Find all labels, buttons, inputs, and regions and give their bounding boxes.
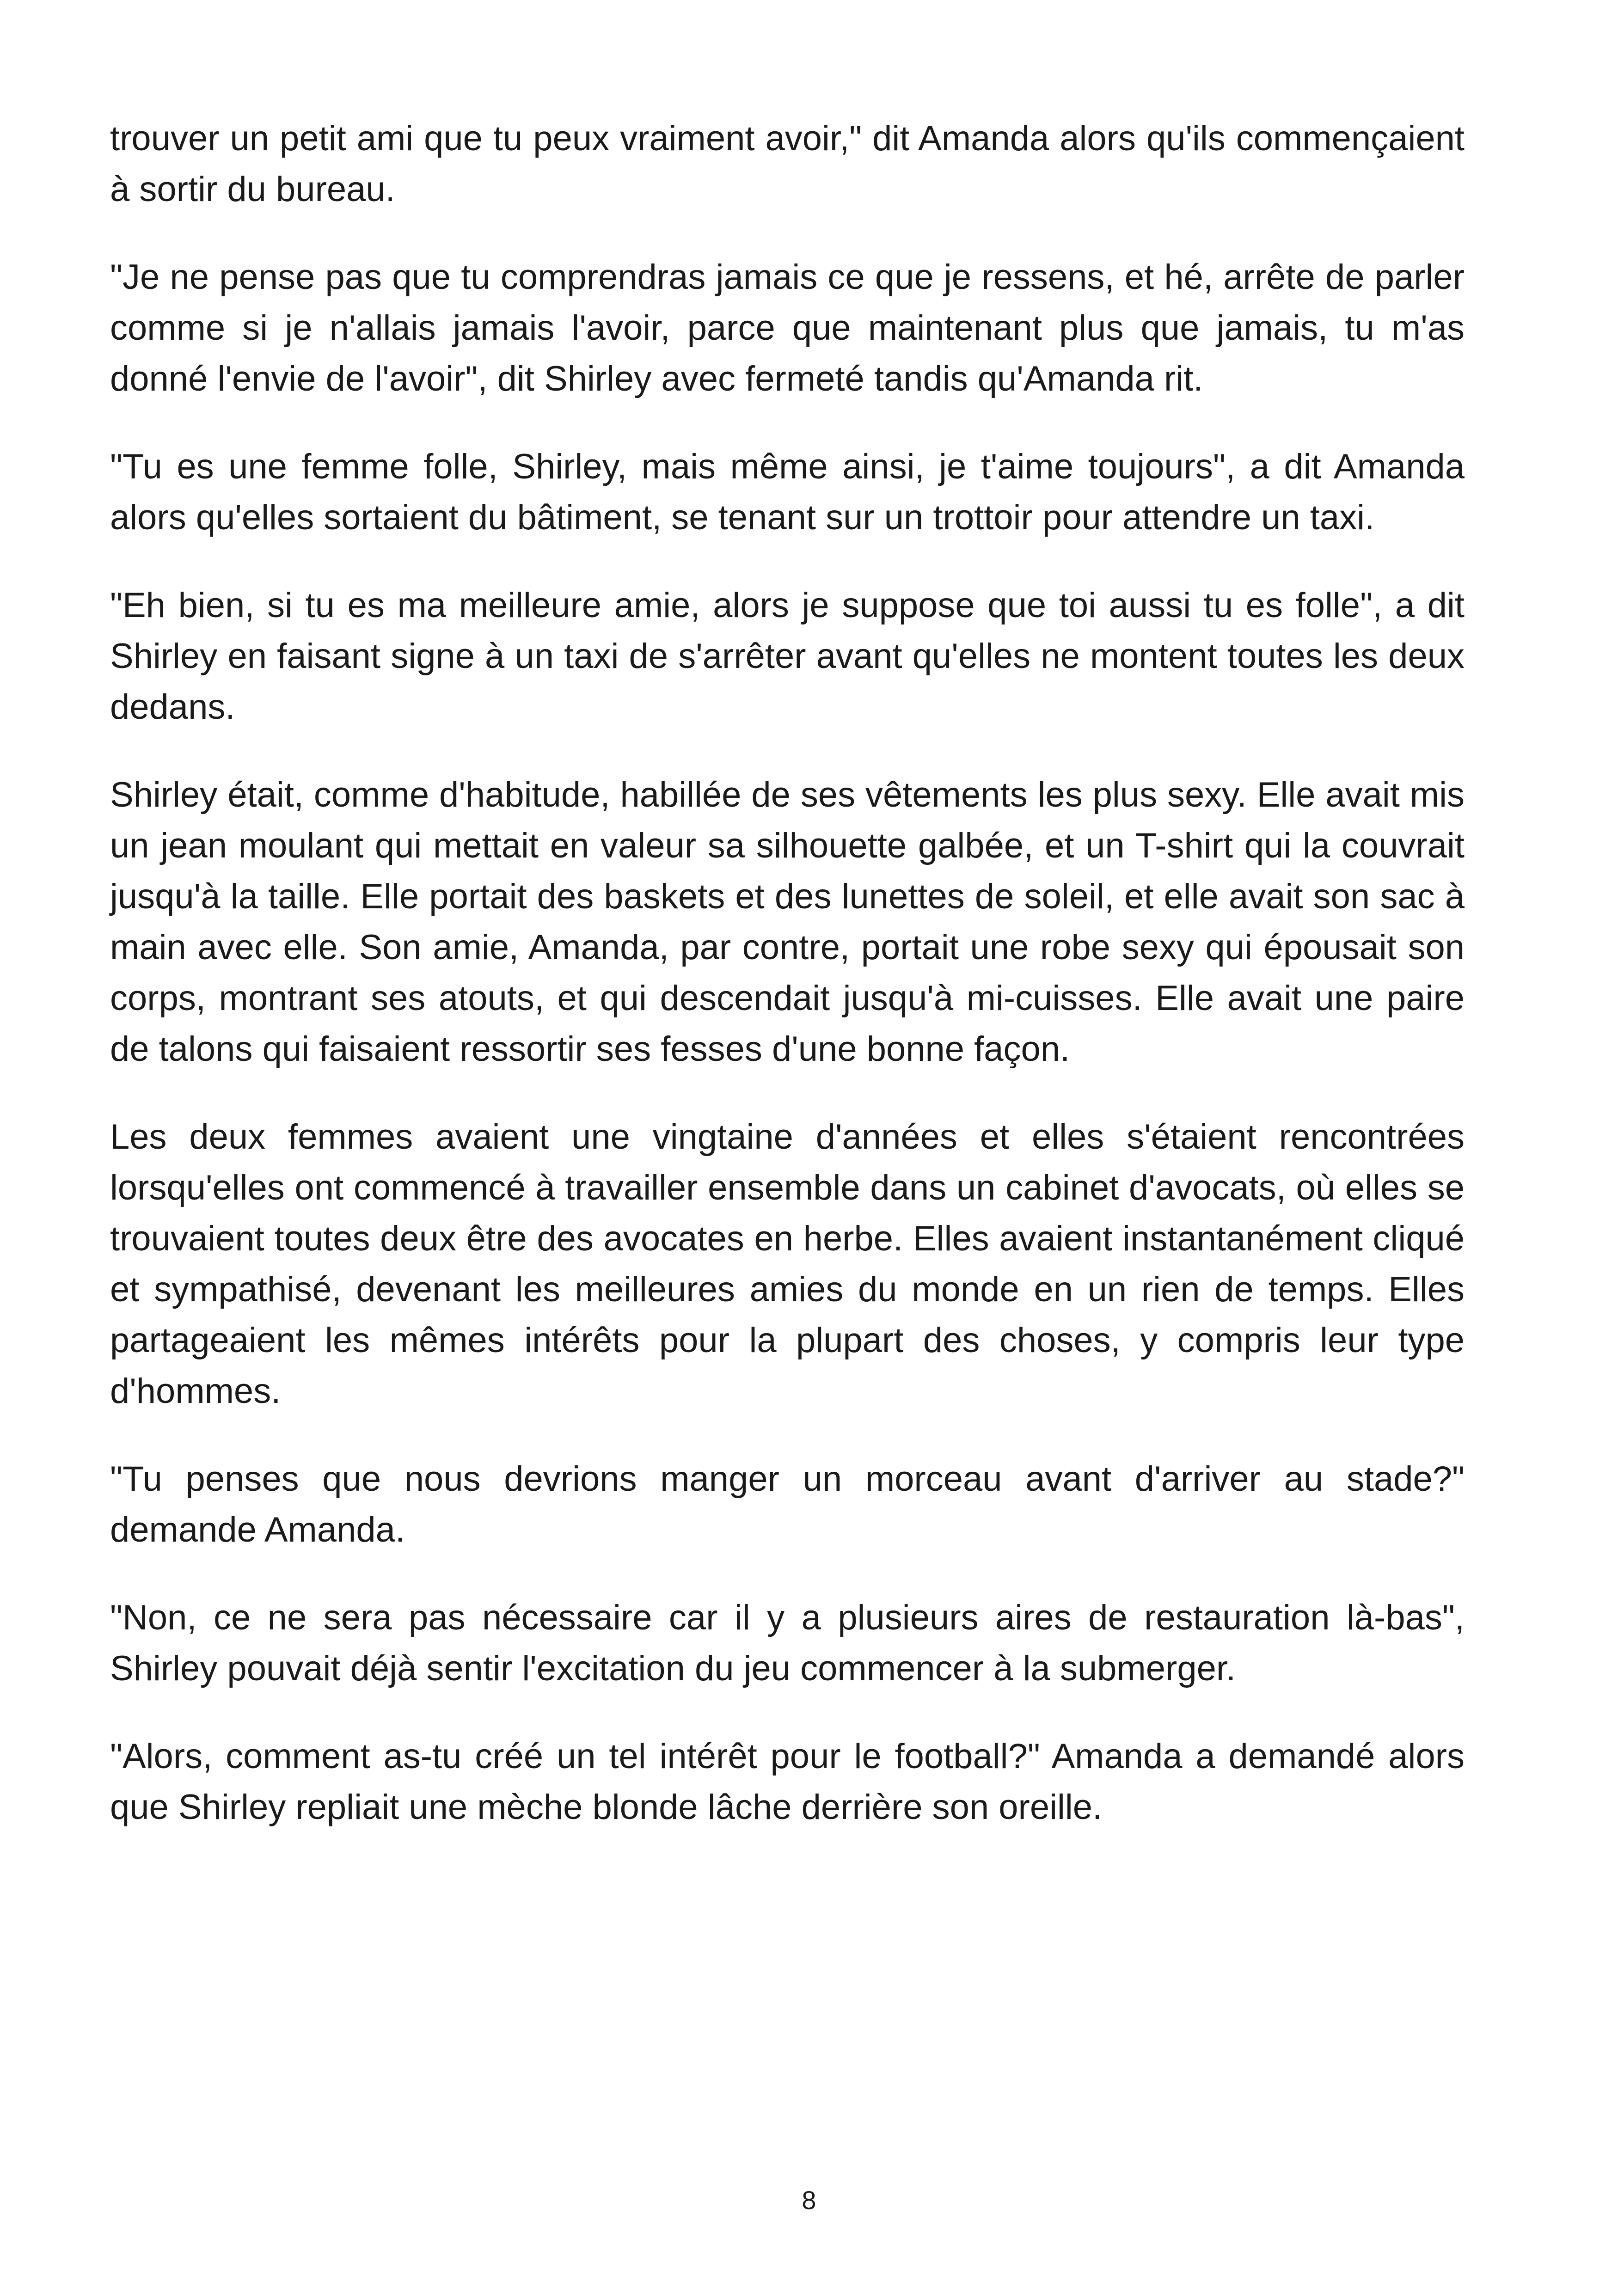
paragraph: "Alors, comment as-tu créé un tel intérêt pour le football?" Amanda a demandé alors que Shirley repliait une mèche blonde lâche derrière son oreille. <box>110 1737 1465 1827</box>
paragraph: "Je ne pense pas que tu comprendras jamais ce que je ressens, et hé, arrête de parler comme si je n'allais jamais l'avoir, parce que maintenant plus que jamais, tu m'as donné l'envie de l'avoir", dit Shirley avec fermeté tandis qu'Amanda rit. <box>110 257 1465 398</box>
paragraph: "Non, ce ne sera pas nécessaire car il y a plusieurs aires de restauration là-bas", Shirley pouvait déjà sentir l'excitation du jeu commencer à la submerger. <box>110 1598 1465 1688</box>
paragraph: "Tu es une femme folle, Shirley, mais même ainsi, je t'aime toujours", a dit Amanda alors qu'elles sortaient du bâtiment, se tenant sur un trottoir pour attendre un taxi. <box>110 447 1465 537</box>
paragraph: "Tu penses que nous devrions manger un morceau avant d'arriver au stade?" demande Amanda. <box>110 1459 1465 1549</box>
paragraph: Shirley était, comme d'habitude, habillée de ses vêtements les plus sexy. Elle avait mis un jean moulant qui mettait en valeur sa silhouette galbée, et un T-shirt qui la couvrait jusqu'à la taille. Elle portait des baskets et des lunettes de soleil, et elle avait son sac à main avec elle. Son amie, Amanda, par contre, portait une robe sexy qui épousait son corps, montrant ses atouts, et qui descendait jusqu'à mi-cuisses. Elle avait une paire de talons qui faisaient ressortir ses fesses d'une bonne façon. <box>110 775 1465 1069</box>
paragraph: Les deux femmes avaient une vingtaine d'années et elles s'étaient rencontrées lorsqu'elles ont commencé à travailler ensemble dans un cabinet d'avocats, où elles se trouvaient toutes deux être des avocates en herbe. Elles avaient instantanément cliqué et sympathisé, devenant les meilleures amies du monde en un rien de temps. Elles partageaient les mêmes intérêts pour la plupart des choses, y compris leur type d'hommes. <box>110 1117 1465 1411</box>
paragraph: "Eh bien, si tu es ma meilleure amie, alors je suppose que toi aussi tu es folle", a dit Shirley en faisant signe à un taxi de s'arrêter avant qu'elles ne montent toutes les deux dedans. <box>110 586 1465 727</box>
page-number: 8 <box>802 2186 816 2215</box>
body-text <box>110 113 1465 1870</box>
paragraph: trouver un petit ami que tu peux vraiment avoir," dit Amanda alors qu'ils commençaient à sortir du bureau. <box>110 119 1465 209</box>
